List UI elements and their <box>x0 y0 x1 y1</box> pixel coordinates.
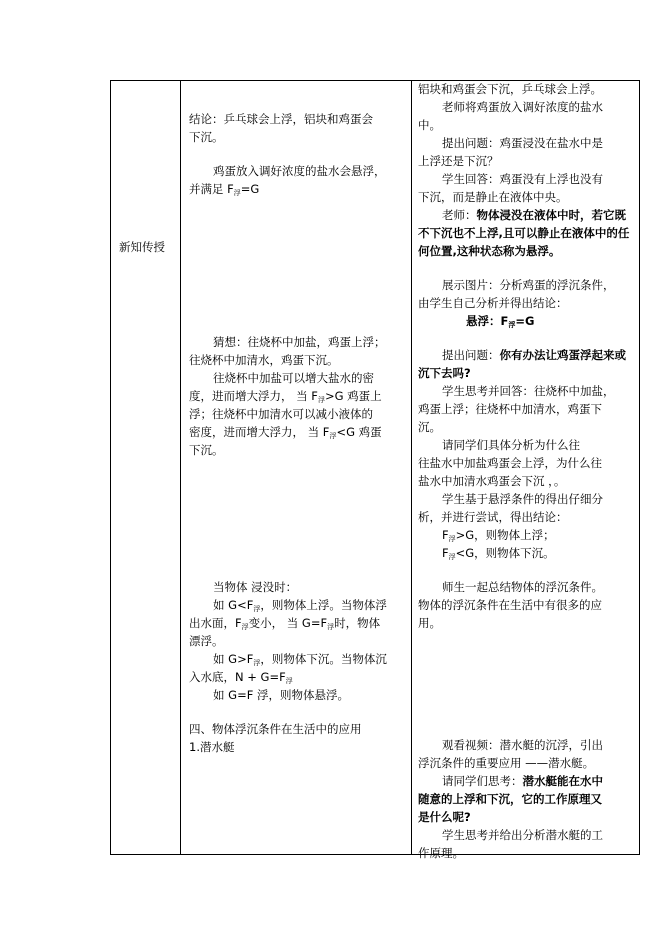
activity-line: 提出问题：鸡蛋浸没在盐水中是 <box>442 136 603 150</box>
section-heading: 四、物体浮沉条件在生活中的应用 <box>189 722 362 736</box>
condition-line: 如 $G<F_浮$，则物体上浮。当物体浮 <box>213 598 387 613</box>
video-line: 浮沉条件的重要应用 ——潜水艇。 <box>418 756 595 770</box>
ask-line: 沉下去吗? <box>418 366 471 380</box>
ask-line: 提出问题：你有办法让鸡蛋浮起来或 <box>442 348 626 362</box>
conclusion-line: 结论：乒乓球会上浮，铝块和鸡蛋会 <box>189 112 373 126</box>
show-line: 由学生自己分析并得出结论： <box>418 296 568 310</box>
suspend-formula: 悬浮：$F_浮=G$ <box>466 314 535 329</box>
activity-line: 下沉，而是静止在液体中央。 <box>418 190 568 204</box>
please-line: 请同学们思考：潜水艇能在水中 <box>442 774 603 788</box>
section-column <box>111 81 180 854</box>
activity-line: 铝块和鸡蛋会下沉，乒乓球会上浮。 <box>418 82 602 96</box>
activity-line: 老师将鸡蛋放入调好浓度的盐水 <box>442 100 603 114</box>
suspend-line: 鸡蛋放入调好浓度的盐水会悬浮， <box>213 164 386 178</box>
please-line: 随意的上浮和下沉，它的工作原理又 <box>418 792 602 806</box>
based-line: 学生基于悬浮条件的得出仔细分 <box>442 492 603 506</box>
item-heading: 1.潜水艇 <box>189 740 235 754</box>
guess-line: 密度，进而增大浮力， 当 $F_浮<G$ 鸡蛋 <box>189 425 382 440</box>
activity-line: 上浮还是下沉？ <box>418 154 499 168</box>
think-line: 鸡蛋上浮；往烧杯中加清水，鸡蛋下 <box>418 402 602 416</box>
please-line: 是什么呢? <box>418 810 471 824</box>
guess-line: 往烧杯中加盐可以增大盐水的密 <box>213 371 374 385</box>
result-line: $F_浮>G$，则物体上浮； <box>442 528 555 543</box>
section-label: 新知传授 <box>119 240 165 254</box>
activity-line: 中。 <box>418 118 441 132</box>
teacher-line: 不下沉也不上浮,且可以静止在液体中的任 <box>418 226 630 240</box>
activity-column <box>412 81 640 860</box>
based-line: 析，并进行尝试，得出结论： <box>418 510 568 524</box>
summary-line: 师生一起总结物体的浮沉条件。 <box>442 580 603 594</box>
analyze-line: 往盐水中加盐鸡蛋会上浮，为什么往 <box>418 456 602 470</box>
guess-line: 往烧杯中加清水，鸡蛋下沉。 <box>189 353 339 367</box>
lesson-table <box>110 80 640 860</box>
condition-line: 入水底，$N + G=F_浮$ <box>189 670 293 685</box>
analyze-line: 请同学们具体分析为什么往 <box>442 438 580 452</box>
result-line: $F_浮<G$，则物体下沉。 <box>442 546 555 561</box>
summary-line: 用。 <box>418 616 441 630</box>
suspend-line: 并满足 $F_浮=G$ <box>189 182 260 197</box>
analyze-line: 盐水中加清水鸡蛋会下沉 ，。 <box>418 474 566 488</box>
show-line: 展示图片：分析鸡蛋的浮沉条件， <box>442 278 615 292</box>
immersed-title: 当物体 浸没时： <box>213 580 298 594</box>
guess-line: 猜想：往烧杯中加盐，鸡蛋上浮； <box>213 335 386 349</box>
guess-line: 浮；往烧杯中加清水可以减小液体的 <box>189 407 373 421</box>
video-line: 观看视频：潜水艇的沉浮，引出 <box>442 738 603 752</box>
think-line: 沉。 <box>418 420 441 434</box>
condition-line: 出水面，$F_浮$变小， 当 $G=F_浮$时，物体 <box>189 616 381 631</box>
content-column <box>181 81 411 854</box>
summary-line: 物体的浮沉条件在生活中有很多的应 <box>418 598 602 612</box>
condition-line: 如 G=F 浮，则物体悬浮。 <box>213 688 349 702</box>
guess-line: 下沉。 <box>189 443 224 457</box>
condition-line: 如 $G>F_浮$，则物体下沉。当物体沉 <box>213 652 387 667</box>
think-line: 学生思考并回答：往烧杯中加盐， <box>442 384 615 398</box>
guess-line: 度，进而增大浮力， 当 $F_浮>G$ 鸡蛋上 <box>189 389 382 404</box>
final-line: 学生思考并给出分析潜水艇的工 <box>442 828 603 842</box>
conclusion-line: 下沉。 <box>189 130 224 144</box>
teacher-line: 老师：物体浸没在液体中时，若它既 <box>442 208 626 222</box>
final-line: 作原理。 <box>418 846 464 860</box>
teacher-line: 何位置,这种状态称为悬浮。 <box>418 244 561 258</box>
activity-line: 学生回答：鸡蛋没有上浮也没有 <box>442 172 603 186</box>
condition-line: 漂浮。 <box>189 634 224 648</box>
